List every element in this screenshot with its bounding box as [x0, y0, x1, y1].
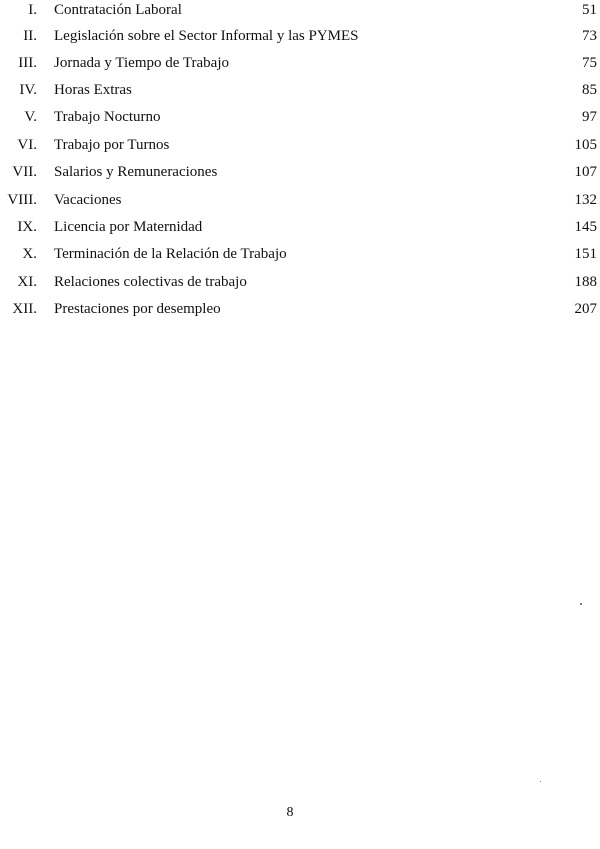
- page-number: 8: [286, 805, 294, 820]
- toc-entry: [0, 162, 600, 182]
- toc-entry-number: XI.: [17, 274, 37, 290]
- toc-entry-page: 73: [582, 28, 597, 44]
- toc-entry: [0, 26, 600, 46]
- toc-entry-title: Trabajo por Turnos: [54, 137, 170, 153]
- toc-entry-title: Prestaciones por desempleo: [54, 301, 221, 317]
- toc-entry-number: IV.: [19, 82, 37, 98]
- toc-entry-page: 107: [574, 164, 597, 180]
- toc-entry-number: VI.: [17, 137, 37, 153]
- toc-entry-page: 207: [574, 301, 597, 317]
- toc-entry-page: 85: [582, 82, 597, 98]
- scan-speck: [580, 603, 582, 605]
- toc-entry-title: Trabajo Nocturno: [54, 109, 161, 125]
- toc-entry: [0, 217, 600, 237]
- toc-entry-number: IX.: [17, 219, 37, 235]
- toc-entry: [0, 244, 600, 264]
- toc-entry-page: 75: [582, 55, 597, 71]
- toc-entry: [0, 272, 600, 292]
- toc-entry: [0, 80, 600, 100]
- toc-entry-number: XII.: [12, 301, 37, 317]
- toc-entry-title: Contratación Laboral: [54, 2, 182, 18]
- toc-entry-number: I.: [28, 2, 37, 18]
- toc-entry-number: II.: [23, 28, 37, 44]
- toc-entry-title: Relaciones colectivas de trabajo: [54, 274, 247, 290]
- toc-entry: [0, 107, 600, 127]
- toc-entry-number: X.: [22, 246, 37, 262]
- toc-entry: [0, 0, 600, 20]
- toc-entry-title: Horas Extras: [54, 82, 132, 98]
- toc-entry-page: 105: [574, 137, 597, 153]
- toc-entry-title: Jornada y Tiempo de Trabajo: [54, 55, 230, 71]
- toc-entry-page: 51: [582, 2, 597, 18]
- toc-entry-title: Terminación de la Relación de Trabajo: [54, 246, 287, 262]
- toc-entry-page: 145: [574, 219, 597, 235]
- toc-entry-title: Legislación sobre el Sector Informal y las PYMES: [54, 28, 359, 44]
- toc-entry: [0, 135, 600, 155]
- scan-speck: [540, 781, 541, 782]
- toc-entry-page: 132: [574, 192, 597, 208]
- toc-entry-page: 188: [574, 274, 597, 290]
- toc-entry: [0, 53, 600, 73]
- toc-entry-title: Vacaciones: [54, 192, 122, 208]
- toc-entry-number: V.: [24, 109, 37, 125]
- toc-entry-page: 97: [582, 109, 597, 125]
- toc-entry: [0, 299, 600, 319]
- toc-entry-number: III.: [18, 55, 37, 71]
- toc-entry-number: VIII.: [7, 192, 37, 208]
- toc-entry: [0, 190, 600, 210]
- toc-entry-title: Salarios y Remuneraciones: [54, 164, 218, 180]
- toc-entry-number: VII.: [12, 164, 37, 180]
- toc-entry-title: Licencia por Maternidad: [54, 219, 203, 235]
- toc-entry-page: 151: [574, 246, 597, 262]
